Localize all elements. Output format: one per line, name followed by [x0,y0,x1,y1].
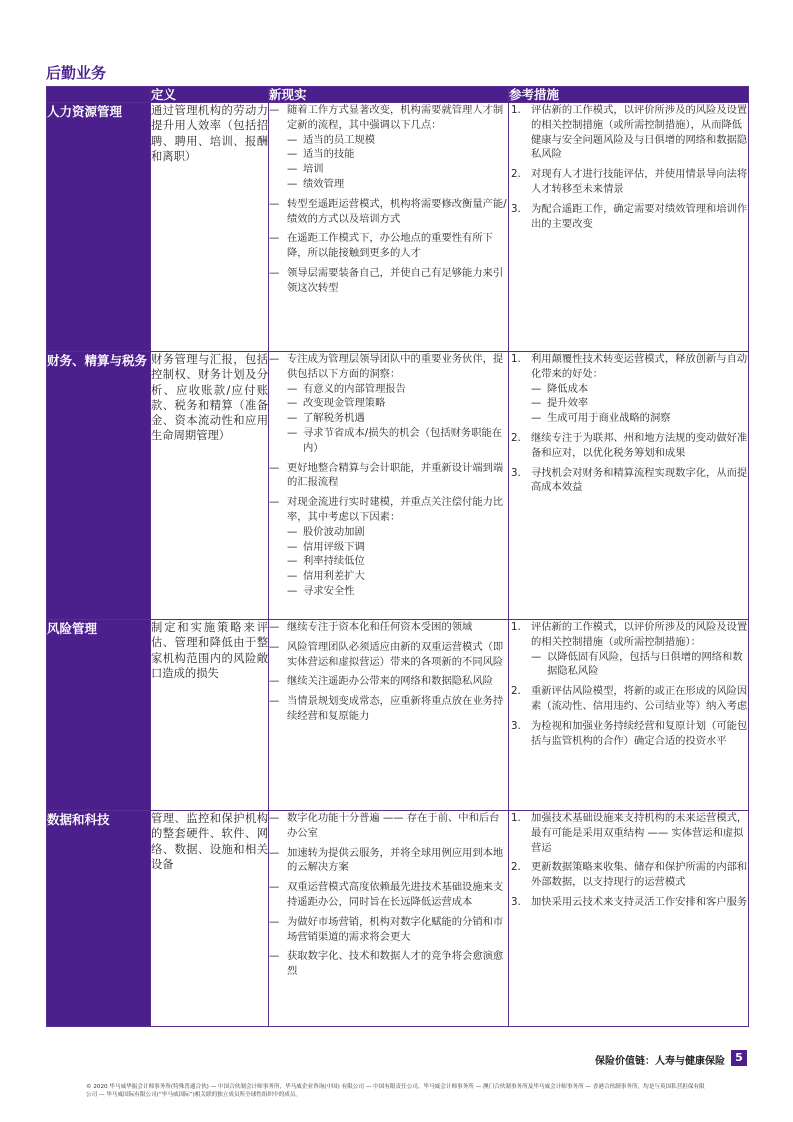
new-reality-item [269,197,508,227]
sub-item: — 生成可用于商业战略的洞察 [531,411,748,426]
sub-item: — 以降低固有风险，包括与日俱增的网络和数据隐私风险 [531,650,748,680]
sub-item: — 有意义的内部管理报告 [287,382,508,397]
measures-list [509,352,748,495]
new-reality-text: 继续专注于资本化和任何资本受困的领域 [287,621,473,633]
new-reality-text: 为做好市场营销，机构对数字化赋能的分销和市场营销渠道的需求将会更大 [287,915,504,943]
measure-text: 更新数据策略来收集、储存和保护所需的内部和外部数据，以支持现行的运营模式 [531,861,748,889]
sub-item: — 信用评级下调 [287,540,508,555]
section-title: 后勤业务 [46,64,107,82]
new-reality-item [269,231,508,261]
new-reality-item [269,640,508,670]
measure-number: 1. [511,621,521,633]
measure-item [509,895,748,910]
measure-item [509,811,748,855]
back-office-table [46,86,749,1027]
new-reality-text: 获取数字化、技术和数据人才的竞争将会愈演愈烈 [287,950,504,978]
new-reality-text: 继续关注遥距办公带来的网络和数据隐私风险 [287,675,493,688]
new-reality-item [269,846,508,876]
measure-number: 1. [511,104,521,116]
measure-number: 3. [511,719,521,732]
measures-list [509,811,748,910]
sub-list [531,382,748,426]
measure-number: 1. [511,353,521,365]
new-reality-item [269,674,508,689]
measure-number: 1. [511,812,521,824]
new-reality-cell [269,103,509,352]
table-header-row [47,87,749,103]
sub-item: — 寻求安全性 [287,584,508,599]
sub-list [287,133,508,192]
new-reality-text: 转型至遥距运营模式，机构将需要修改衡量产能/绩效的方式以及培训方式 [287,197,507,225]
definition-cell: 制定和实施策略来评估、管理和降低由于整家机构范围内的风险敞口造成的损失 [151,620,269,811]
sub-item: — 股价波动加剧 [287,525,508,540]
measures-cell [509,352,749,620]
new-reality-text: 在遥距工作模式下，办公地点的重要性有所下降，所以能接触到更多的人才 [287,232,493,260]
new-reality-text: 对现金流进行实时建模，并重点关注偿付能力比率，其中考虑以下因素： [287,496,504,523]
new-reality-item [269,915,508,945]
sub-item: — 适当的员工规模 [287,133,508,148]
new-reality-item [269,620,508,635]
measure-item [509,431,748,461]
header-measures: 参考措施 [509,87,749,103]
header-blank-cell [47,87,151,103]
new-reality-text: 专注成为管理层领导团队中的重要业务伙伴，提供包括以下方面的洞察： [287,353,504,380]
measure-number: 3. [511,202,521,215]
new-reality-cell [269,352,509,620]
copyright-note: © 2020 毕马威华振会计师事务所(特殊普通合伙) — 中国合伙制会计师事务所，毕马威企业咨询(中国) 有限公司 — 中国有限责任公司，毕马威会计师事务所 — 澳门合伙制事务所及毕马威会计师事务所 — 香港合伙制事务所，均是与英国私营担保有限公司 — 毕马威国际有限公司(“毕马威国际”)相关联的独立成员所全球性组织中的成员。 [86,1084,705,1098]
measure-item [509,719,748,749]
new-reality-text: 当情景规划变成常态，应重新将重点放在业务持续经营和复原能力 [287,695,504,722]
new-reality-item [269,880,508,910]
measure-text: 继续专注于为联邦、州和地方法规的变动做好准备和应对，以优化税务筹划和成果 [531,431,748,459]
sub-item: — 信用利差扩大 [287,569,508,584]
sub-item: — 改变现金管理策略 [287,396,508,411]
measure-text: 评估新的工作模式，以评价所涉及的风险及设置的相关控制措施（或所需控制措施）： [531,621,748,648]
measure-text: 为配合遥距工作，确定需要对绩效管理和培训作出的主要改变 [531,202,748,230]
table-row [47,352,749,620]
new-reality-item [269,266,508,296]
measure-text: 加强技术基础设施来支持机构的未来运营模式，最有可能是采用双重结构 —— 实体营运和虚拟营运 [531,812,748,854]
measure-text: 利用颠覆性技术转变运营模式，释放创新与自动化带来的好处： [531,353,748,380]
new-reality-list [269,811,508,979]
category-cell: 人力资源管理 [47,103,151,352]
new-reality-list [269,103,508,296]
measure-item [509,167,748,197]
new-reality-text: 更好地整合精算与会计职能，并重新设计端到端的汇报流程 [287,461,504,489]
measure-text: 对现有人才进行技能评估，并使用情景导向法将人才转移至未来情景 [531,168,748,195]
new-reality-item [269,811,508,841]
sub-list [287,525,508,599]
header-definition: 定义 [151,87,269,103]
definition-cell: 通过管理机构的劳动力提升用人效率（包括招聘、聘用、培训、报酬和离职） [151,103,269,352]
table-row [47,620,749,811]
measure-item [509,620,748,679]
measure-item [509,466,748,496]
sub-item: — 降低成本 [531,382,748,397]
new-reality-item [269,949,508,979]
measure-item [509,352,748,426]
measure-number: 2. [511,861,521,874]
page-number: 5 [731,1050,747,1066]
new-reality-text: 领导层需要装备自己，并使自己有足够能力来引领这次转型 [287,266,504,294]
category-cell: 数据和科技 [47,811,151,1027]
new-reality-cell [269,811,509,1027]
category-cell: 风险管理 [47,620,151,811]
category-cell: 财务、精算与税务 [47,352,151,620]
measure-item [509,202,748,232]
measure-text: 评估新的工作模式，以评价所涉及的风险及设置的相关控制措施（或所需控制措施），从而降低健康与安全问题风险及与日俱增的网络和数据隐私风险 [531,104,748,161]
definition-cell: 财务管理与汇报，包括控制权、财务计划及分析、应收账款/应付账款、税务和精算（准备金、资本流动性和应用生命周期管理） [151,352,269,620]
measure-number: 2. [511,431,521,444]
publication-title: 保险价值链：人寿与健康保险 [595,1056,725,1067]
new-reality-item [269,352,508,456]
sub-list [531,650,748,680]
table-row [47,103,749,352]
sub-item: — 提升效率 [531,396,748,411]
new-reality-text: 数字化功能十分普遍 —— 存在于前、中和后台办公室 [287,812,500,839]
new-reality-item [269,461,508,491]
new-reality-text: 风险管理团队必须适应由新的双重运营模式（即实体营运和虚拟营运）带来的各项新的不同风险 [287,640,504,668]
new-reality-text: 双重运营模式高度依赖最先进技术基础设施来支持遥距办公，同时旨在长远降低运营成本 [287,881,504,908]
measure-item [509,103,748,162]
measure-text: 寻找机会对财务和精算流程实现数字化，从而提高成本效益 [531,466,748,494]
sub-list [287,382,508,456]
measure-number: 2. [511,685,521,698]
new-reality-item [269,495,508,599]
measure-text: 为检视和加强业务持续经营和复原计划（可能包括与监管机构的合作）确定合适的投资水平 [531,719,748,747]
measure-text: 重新评估风险模型，将新的或正在形成的风险因素（流动性、信用违约、公司结业等）纳入考虑 [531,685,748,712]
new-reality-list [269,352,508,599]
measures-list [509,620,748,748]
table-row [47,811,749,1027]
header-new-reality: 新现实 [269,87,509,103]
measures-cell [509,620,749,811]
sub-item: — 利率持续低位 [287,554,508,569]
sub-item: — 寻求节省成本/损失的机会（包括财务职能在内） [287,426,508,456]
measure-number: 2. [511,168,521,181]
measure-item [509,684,748,714]
measures-cell [509,103,749,352]
measure-number: 3. [511,466,521,479]
sub-item: — 培训 [287,162,508,177]
definition-cell: 管理、监控和保护机构的整套硬件、软件、网络、数据、设施和相关设备 [151,811,269,1027]
measures-cell [509,811,749,1027]
measure-item [509,860,748,890]
new-reality-item [269,103,508,192]
new-reality-cell [269,620,509,811]
new-reality-item [269,694,508,724]
new-reality-list [269,620,508,724]
measure-number: 3. [511,895,521,908]
new-reality-text: 加速转为提供云服务，并将全球用例应用到本地的云解决方案 [287,846,504,874]
sub-item: — 适当的技能 [287,147,508,162]
measure-text: 加快采用云技术来支持灵活工作安排和客户服务 [531,895,748,908]
sub-item: — 了解税务机遇 [287,411,508,426]
sub-item: — 绩效管理 [287,177,508,192]
new-reality-text: 随着工作方式显著改变，机构需要就管理人才制定新的流程，其中强调以下几点： [287,104,504,131]
measures-list [509,103,748,231]
